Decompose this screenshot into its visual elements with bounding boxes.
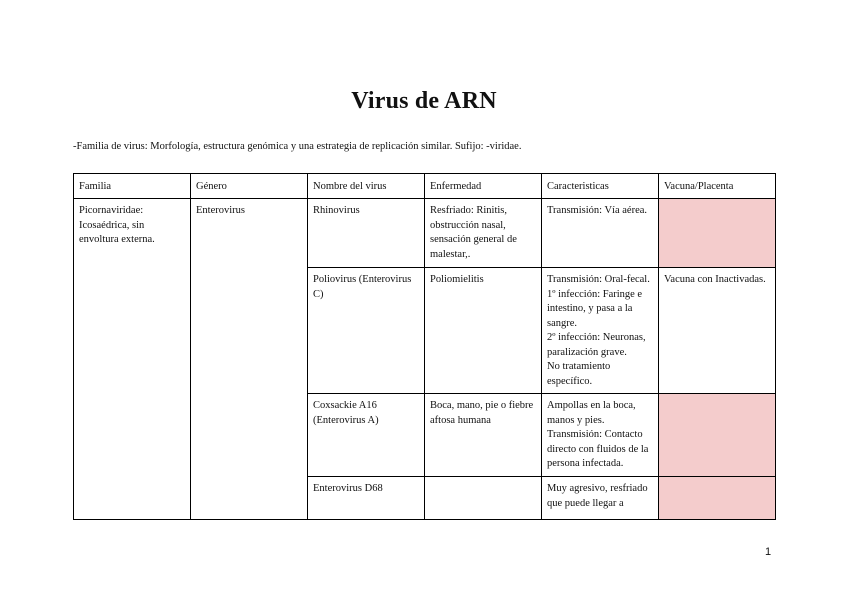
cell-familia: Picornaviridae: Icosaédrica, sin envoltura externa.: [74, 199, 191, 520]
table-row: [74, 199, 776, 268]
caracteristica-line: Transmisión: Oral-fecal.: [547, 274, 650, 285]
cell-nombre: Enterovirus D68: [308, 477, 425, 520]
header-nombre: Nombre del virus: [308, 174, 425, 199]
caracteristica-line: No tratamiento específico.: [547, 361, 611, 387]
cell-nombre: Coxsackie A16 (Enterovirus A): [308, 394, 425, 477]
table-header-row: [74, 174, 776, 199]
header-vacuna: Vacuna/Placenta: [659, 174, 776, 199]
caracteristica-line: Transmisión: Contacto directo con fluidos de la persona infectada.: [547, 429, 649, 469]
cell-enfermedad: Resfriado: Rinitis, obstrucción nasal, sensación general de malestar,.: [425, 199, 542, 268]
cell-caracteristicas: [542, 477, 659, 520]
document-title: Virus de ARN: [351, 88, 497, 114]
clipped-text: [547, 482, 653, 516]
cell-enfermedad: Boca, mano, pie o fiebre aftosa humana: [425, 394, 542, 477]
caracteristica-line: Ampollas en la boca, manos y pies.: [547, 400, 636, 426]
caracteristica-line: Muy agresivo, resfriado que puede llegar a: [547, 483, 648, 509]
cell-caracteristicas: [542, 199, 659, 268]
caracteristica-line: 1º infección: Faringe e intestino, y pasa a la sangre.: [547, 288, 643, 329]
cell-enfermedad: Poliomielitis: [425, 268, 542, 394]
cell-vacuna: [659, 199, 776, 268]
cell-nombre: Rhinovirus: [308, 199, 425, 268]
cell-nombre: Poliovirus (Enterovirus C): [308, 268, 425, 394]
cell-vacuna: Vacuna con Inactivadas.: [659, 268, 776, 394]
cell-vacuna: [659, 477, 776, 520]
virus-table: [73, 173, 776, 520]
header-enfermedad: Enfermedad: [425, 174, 542, 199]
header-genero: Género: [191, 174, 308, 199]
cell-genero: Enterovirus: [191, 199, 308, 520]
cell-enfermedad: [425, 477, 542, 520]
header-caracteristicas: Caracteristicas: [542, 174, 659, 199]
cell-vacuna: [659, 394, 776, 477]
caracteristica-line: Transmisión: Vía aérea.: [547, 205, 648, 216]
caracteristica-line: 2º infección: Neuronas, paralización grave.: [547, 332, 646, 358]
intro-paragraph: -Familia de virus: Morfología, estructura genómica y una estrategia de replicación similar. Sufijo: -viridae.: [73, 141, 522, 152]
cell-caracteristicas: [542, 394, 659, 477]
header-familia: Familia: [74, 174, 191, 199]
page-number: 1: [765, 546, 772, 558]
cell-caracteristicas: [542, 268, 659, 394]
